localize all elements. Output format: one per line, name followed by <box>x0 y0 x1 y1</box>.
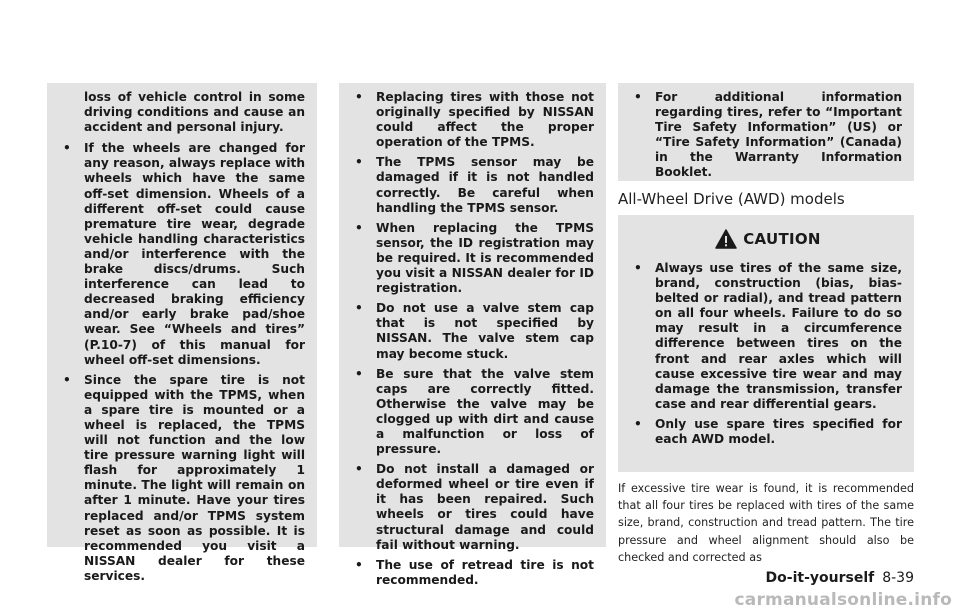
page-number: 8-39 <box>882 570 914 586</box>
warning-item: • Be sure that the valve stem caps are correctly fitted. Otherwise the valve may be clogged up with dirt and cause a malfunction or loss of pressure. <box>355 366 594 457</box>
bullet: • <box>634 261 642 275</box>
caution-item: • Only use spare tires specified for each AWD model. <box>634 416 902 447</box>
warning-box-middle <box>339 83 606 587</box>
warning-item: • Replacing tires with those not originally specified by NISSAN could affect the proper operation of the TPMS. <box>355 90 594 150</box>
bullet: • <box>355 301 363 316</box>
warning-item: • For additional information regarding tires, refer to “Important Tire Safety Information” (US) or “Tire Safety Information” (Canada) in the Warranty Information Booklet. <box>634 90 902 180</box>
caution-title: CAUTION <box>743 230 821 248</box>
warning-item: • When replacing the TPMS sensor, the ID registration may be required. It is recommended you visit a NISSAN dealer for ID registration. <box>355 220 594 296</box>
bullet: • <box>355 366 363 381</box>
caution-box <box>618 215 914 472</box>
bullet: • <box>355 220 363 235</box>
bullet: • <box>355 155 363 170</box>
warning-text-continued: loss of vehicle control in some driving conditions and cause an accident and personal injury. <box>84 90 305 135</box>
watermark: carmanualsonline.info <box>734 590 952 610</box>
warning-item: • Since the spare tire is not equipped with the TPMS, when a spare tire is mounted or a wheel is replaced, the TPMS will not function and the low tire pressure warning light will flash for approximately 1 minute. The light will remain on after 1 minute. Have your tires replaced and/or TPMS system reset as soon as possible. It is recommended you visit a NISSAN dealer for these services. <box>63 372 305 583</box>
warning-item: • Do not use a valve stem cap that is not specified by NISSAN. The valve stem cap may become stuck. <box>355 301 594 361</box>
bullet: • <box>63 141 71 156</box>
warning-item: • The use of retread tire is not recommended. <box>355 557 594 587</box>
bullet: • <box>634 90 642 104</box>
section-heading: All-Wheel Drive (AWD) models <box>618 190 845 208</box>
warning-item: • If the wheels are changed for any reason, always replace with wheels which have the same off-set dimension. Wheels of a different off-set could cause premature tire wear, degrade vehicle handling characteristics and/or interference with the brake discs/drums. Such interference can lead to decreased braking efficiency and/or early brake pad/shoe wear. See “Wheels and tires” (P.10-7) of this manual for wheel off-set dimensions. <box>63 141 305 367</box>
warning-item: • The TPMS sensor may be damaged if it is not handled correctly. Be careful when handling the TPMS sensor. <box>355 155 594 215</box>
warning-box-left <box>47 83 317 583</box>
body-paragraph: If excessive tire wear is found, it is recommended that all four tires be replaced with tires of the same size, brand, construction and tread pattern. The tire pressure and wheel alignment should also be checked and corrected as <box>618 482 914 564</box>
caution-header <box>634 215 902 257</box>
section-name: Do-it-yourself <box>765 570 875 586</box>
warning-box-right <box>618 83 914 181</box>
bullet: • <box>355 90 363 104</box>
bullet: • <box>355 557 363 572</box>
bullet: • <box>63 372 71 387</box>
warning-item: • Do not install a damaged or deformed wheel or tire even if it has been repaired. Such wheels or tires could have structural damage and could fail without warning. <box>355 462 594 552</box>
caution-item: • Always use tires of the same size, brand, construction (bias, bias-belted or radial), and tread pattern on all four wheels. Failure to do so may result in a circumference difference between tires on the front and rear axles which will cause excessive tire wear and may damage the transmission, transfer case and rear differential gears. <box>634 261 902 411</box>
bullet: • <box>634 416 642 431</box>
page-footer <box>766 570 914 586</box>
bullet: • <box>355 462 363 477</box>
warning-triangle-icon <box>715 229 737 249</box>
